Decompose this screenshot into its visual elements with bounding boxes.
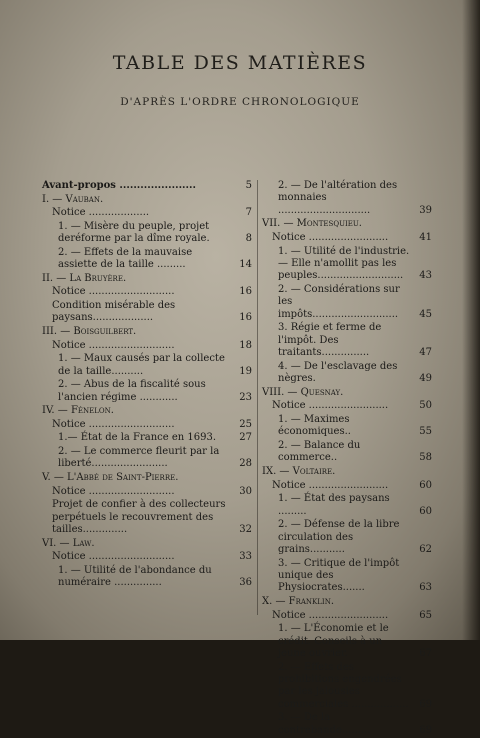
toc-entry-text: 2. — Effets des prohibitions engendrées par les jalousies commerciales .................. bbox=[278, 661, 409, 710]
page-edge-shadow bbox=[462, 0, 480, 640]
toc-entry-text: II. — La Bruyère. bbox=[42, 272, 127, 284]
toc-entry bbox=[42, 247, 252, 272]
toc-page-number: 62 bbox=[419, 544, 432, 555]
toc-page-number: 7 bbox=[245, 207, 252, 219]
toc-entry bbox=[262, 400, 432, 412]
toc-entry-text: I. — Vauban. bbox=[42, 193, 104, 205]
toc-section-heading bbox=[42, 326, 252, 338]
toc-entry-text: III. — Boisguilbert. bbox=[42, 325, 137, 337]
toc-entry bbox=[262, 361, 432, 386]
toc-section-heading bbox=[42, 194, 252, 206]
toc-entry bbox=[42, 499, 252, 536]
toc-section-heading bbox=[42, 273, 252, 285]
toc-entry bbox=[262, 610, 432, 622]
toc-section-heading bbox=[262, 596, 432, 608]
toc-page-number: 33 bbox=[239, 551, 252, 563]
toc-entry-text: 2. — Abus de la fiscalité sous l'ancien régime ............ bbox=[58, 379, 206, 403]
toc-entry-text: 2. — Le commerce fleurit par la liberté........................ bbox=[58, 445, 220, 470]
toc-entry-text: 3. Régie et ferme de l'impôt. Des traitants............... bbox=[278, 322, 382, 359]
toc-entry-text: 3. — De la contrebande......... bbox=[278, 712, 371, 736]
page-subtitle: D'APRÈS L'ORDRE CHRONOLOGIQUE bbox=[120, 96, 360, 108]
toc-entry bbox=[42, 551, 252, 563]
toc-page-number: 58 bbox=[419, 452, 432, 464]
toc-entry bbox=[42, 221, 252, 246]
toc-page-number: 16 bbox=[239, 286, 252, 298]
toc-page-number: 49 bbox=[419, 373, 432, 385]
toc-entry bbox=[42, 300, 252, 325]
toc-entry bbox=[42, 419, 252, 431]
toc-page-number: 55 bbox=[419, 426, 432, 438]
toc-entry bbox=[42, 486, 252, 498]
toc-entry-text: IV. — Fénelon. bbox=[42, 405, 114, 417]
toc-entry bbox=[262, 232, 432, 244]
toc-right-column bbox=[262, 180, 432, 738]
toc-entry-text: Notice ................... bbox=[52, 207, 150, 219]
toc-entry-text: IX. — Voltaire. bbox=[262, 466, 336, 477]
toc-page-number: 5 bbox=[245, 180, 252, 191]
toc-page-number: 16 bbox=[239, 312, 252, 324]
toc-entry-text: Avant-propos ...................... bbox=[42, 180, 196, 191]
column-divider bbox=[257, 180, 258, 615]
toc-entry-text: 1. — Utilité de l'abondance du numéraire ............... bbox=[58, 564, 212, 589]
toc-entry-text: VII. — Montesquieu. bbox=[262, 218, 362, 230]
toc-page-number: 8 bbox=[245, 233, 252, 245]
toc-entry bbox=[42, 432, 252, 444]
toc-entry bbox=[42, 379, 252, 404]
toc-entry bbox=[42, 340, 252, 352]
toc-entry-text: 1. — Utilité de l'industrie. — Elle n'amollit pas les peuples........................... bbox=[278, 245, 410, 282]
toc-entry-text: Notice ........................... bbox=[52, 418, 175, 430]
toc-page-number: 45 bbox=[419, 308, 432, 320]
toc-page-number: 23 bbox=[239, 391, 252, 403]
toc-entry-text: V. — L'Abbé de Saint-Pierre. bbox=[42, 471, 179, 483]
toc-entry bbox=[262, 414, 432, 439]
toc-page-number: 28 bbox=[239, 458, 252, 470]
page-title: TABLE DES MATIÈRES bbox=[112, 52, 368, 74]
toc-entry bbox=[262, 322, 432, 359]
toc-entry bbox=[262, 284, 432, 321]
toc-entry-text: 2. — Considérations sur les impôts........................... bbox=[278, 284, 400, 320]
toc-page-number: 69 bbox=[419, 698, 432, 710]
toc-page-number: 69 bbox=[419, 724, 432, 736]
toc-entry-text: Notice ........................... bbox=[52, 485, 175, 497]
toc-page-number: 18 bbox=[239, 339, 252, 351]
toc-entry-text: 4. — De l'esclavage des nègres. bbox=[278, 360, 398, 385]
toc-entry-text: Notice ........................... bbox=[52, 286, 175, 298]
toc-entry-text: 3. — Critique de l'impôt unique des Physiocrates....... bbox=[278, 557, 400, 594]
toc-entry bbox=[262, 180, 432, 217]
toc-entry bbox=[262, 712, 432, 737]
toc-entry bbox=[262, 440, 432, 465]
toc-entry-text: 1. — Maximes économiques.. bbox=[278, 414, 351, 438]
toc-entry-text: X. — Franklin. bbox=[262, 596, 334, 607]
toc-entry bbox=[42, 286, 252, 298]
toc-entry-text: VIII. — Quesnay. bbox=[262, 386, 344, 398]
toc-page-number: 30 bbox=[239, 485, 252, 497]
toc-page-number: 14 bbox=[239, 259, 252, 271]
toc-page-number: 39 bbox=[419, 204, 432, 216]
toc-entry-text: Projet de confier à des collecteurs perpétuels le recouvrement des tailles.............. bbox=[52, 499, 226, 535]
toc-entry-text: Notice ........................... bbox=[52, 551, 175, 563]
toc-left-column bbox=[42, 180, 252, 591]
toc-page-number: 41 bbox=[419, 232, 432, 243]
toc-page-number: 25 bbox=[239, 418, 252, 430]
toc-page-number: 27 bbox=[239, 432, 252, 444]
toc-section-heading bbox=[262, 387, 432, 399]
toc-entry-text: Notice ......................... bbox=[272, 400, 389, 412]
toc-entry-text: Notice ......................... bbox=[272, 479, 389, 491]
toc-entry-text: Notice ......................... bbox=[272, 232, 389, 243]
toc-entry bbox=[262, 480, 432, 492]
toc-entry bbox=[262, 623, 432, 660]
toc-page-number: 47 bbox=[419, 347, 432, 359]
toc-entry bbox=[262, 662, 432, 712]
toc-section-heading bbox=[42, 538, 252, 550]
toc-page-number: 36 bbox=[239, 577, 252, 589]
toc-entry-text: Condition misérable des paysans................... bbox=[52, 299, 176, 324]
toc-entry-text: Notice ........................... bbox=[52, 339, 175, 351]
toc-section-heading bbox=[262, 218, 432, 230]
toc-entry-text: 1.— État de la France en 1693. bbox=[58, 432, 217, 444]
toc-entry bbox=[42, 353, 252, 378]
toc-entry-text: 2. — Balance du commerce.. bbox=[278, 440, 361, 464]
toc-page-number: 67 bbox=[419, 648, 432, 659]
toc-entry bbox=[262, 246, 432, 283]
toc-page-number: 65 bbox=[419, 609, 432, 621]
toc-entry-text: Notice ......................... bbox=[272, 609, 389, 621]
toc-entry bbox=[42, 446, 252, 471]
toc-page-number: 32 bbox=[239, 523, 252, 535]
toc-entry bbox=[42, 180, 252, 192]
toc-entry bbox=[42, 207, 252, 219]
toc-section-heading bbox=[262, 466, 432, 478]
toc-page-number: 43 bbox=[419, 270, 432, 282]
toc-page-number: 19 bbox=[239, 365, 252, 377]
toc-entry-text: 2. — De l'altération des monnaies ............................. bbox=[278, 180, 398, 216]
toc-page-number: 50 bbox=[419, 400, 432, 412]
toc-entry-text: 2. — Défense de la libre circulation des grains........... bbox=[278, 519, 400, 555]
toc-entry bbox=[42, 565, 252, 590]
toc-section-heading bbox=[42, 405, 252, 417]
toc-entry-text: 1. — Maux causés par la collecte de la taille.......... bbox=[58, 353, 225, 377]
toc-entry-text: 2. — Effets de la mauvaise assiette de la taille ......... bbox=[58, 246, 193, 271]
toc-page-number: 63 bbox=[419, 582, 432, 594]
toc-entry-text: 1. — Misère du peuple, projet deréforme par la dîme royale. bbox=[58, 220, 210, 245]
toc-entry bbox=[262, 493, 432, 518]
toc-entry-text: 1. — L'Économie et le crédit. Conseils à un jeune ouvrier. bbox=[278, 623, 389, 659]
toc-page-number: 60 bbox=[419, 479, 432, 491]
toc-entry bbox=[262, 519, 432, 556]
toc-entry bbox=[262, 558, 432, 595]
toc-page-number: 60 bbox=[419, 505, 432, 517]
toc-entry-text: 1. — État des paysans ......... bbox=[278, 493, 390, 517]
toc-entry-text: VI. — Law. bbox=[42, 537, 95, 549]
toc-section-heading bbox=[42, 472, 252, 484]
